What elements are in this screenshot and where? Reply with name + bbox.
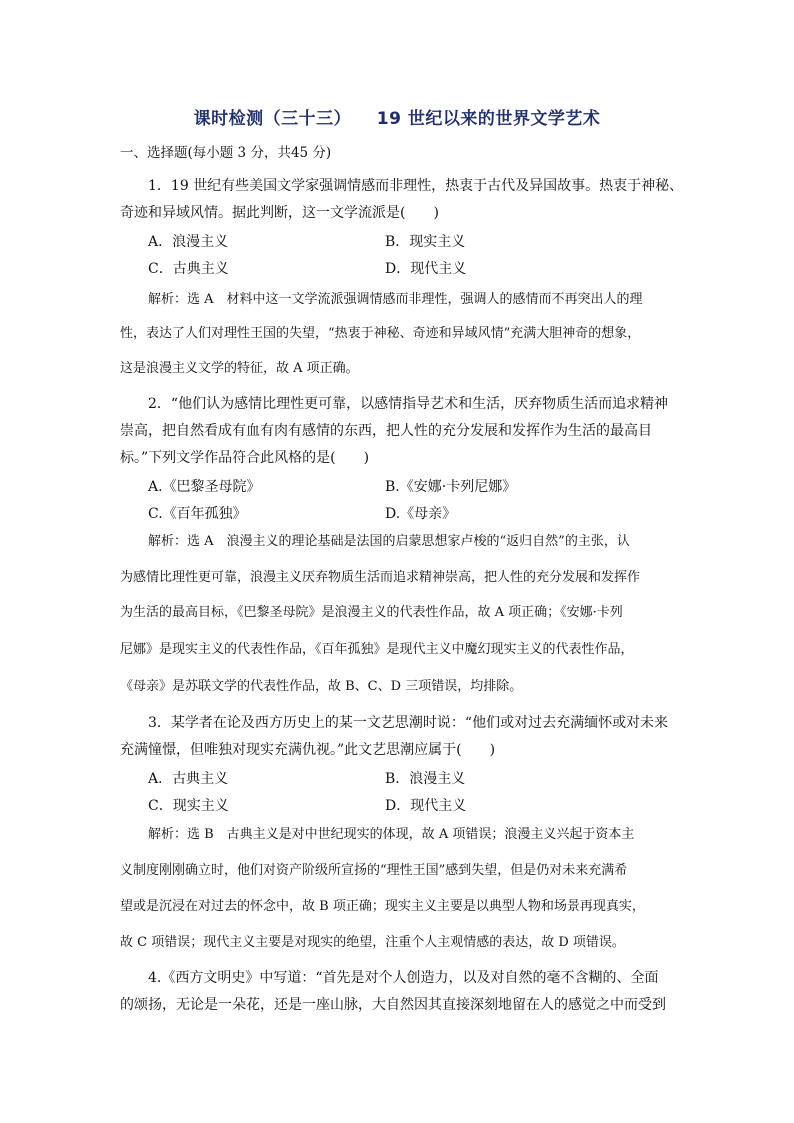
question-2-option-b: B.《安娜·卡列尼娜》 — [385, 479, 517, 495]
question-3-option-c: C．现实主义 — [148, 798, 229, 814]
question-1-analysis-line-1: 解析：选 A 材料中这一文学流派强调情感而非理性，强调人的感情而不再突出人的理 — [148, 292, 643, 307]
question-1-analysis-line-2: 性，表达了人们对理性王国的失望，“热衷于神秘、奇迹和异域风情”充满大胆神奇的想象， — [120, 326, 641, 341]
question-2-analysis-line-5: 《母亲》是苏联文学的代表性作品，故 B、C、D 三项错误，均排除。 — [120, 679, 523, 694]
question-4-line-2: 的颂扬，无论是一朵花，还是一座山脉，大自然因其直接深刻地留在人的感觉之中而受到 — [120, 997, 666, 1013]
question-2-line-3: 标。”下列文学作品符合此风格的是( ) — [120, 450, 370, 466]
question-1-option-c: C．古典主义 — [148, 261, 229, 277]
question-3-option-d: D．现代主义 — [385, 798, 467, 814]
question-3-analysis-line-3: 望或是沉浸在对过去的怀念中，故 B 项正确；现实主义主要是以典型人物和场景再现真实， — [120, 899, 645, 914]
question-1-option-d: D．现代主义 — [385, 261, 467, 277]
question-2-option-c: C.《百年孤独》 — [148, 506, 247, 522]
question-1-line-1: 1．19 世纪有些美国文学家强调情感而非理性，热衷于古代及异国故事。热衷于神秘、 — [148, 178, 684, 194]
question-2-analysis-line-1: 解析：选 A 浪漫主义的理论基础是法国的启蒙思想家卢梭的“返归自然”的主张，认 — [148, 534, 630, 549]
question-2-analysis-line-3: 为生活的最高目标，《巴黎圣母院》是浪漫主义的代表性作品，故 A 项正确；《安娜·卡列 — [120, 605, 623, 620]
question-1-analysis-line-3: 这是浪漫主义文学的特征，故 A 项正确。 — [120, 361, 359, 376]
question-3-analysis-line-4: 故 C 项错误；现代主义主要是对现实的绝望，注重个人主观情感的表达，故 D 项错误。 — [120, 935, 625, 950]
question-2-option-a: A.《巴黎圣母院》 — [148, 479, 261, 495]
question-1-option-b: B．现实主义 — [385, 234, 466, 250]
section-heading: 一、选择题(每小题 3 分，共45 分) — [120, 145, 332, 161]
question-3-option-a: A．古典主义 — [148, 771, 229, 787]
question-3-line-2: 充满憧憬，但唯独对现实充满仇视。”此文艺思潮应属于( ) — [120, 742, 496, 758]
question-3-option-b: B．浪漫主义 — [385, 771, 466, 787]
question-2-analysis-line-4: 尼娜》是现实主义的代表性作品，《百年孤独》是现代主义中魔幻现实主义的代表性作品， — [120, 642, 634, 657]
question-1-option-a: A．浪漫主义 — [148, 234, 229, 250]
question-2-option-d: D.《母亲》 — [385, 506, 457, 522]
question-3-analysis-line-2: 义制度刚刚确立时，他们对资产阶级所宣扬的“理性王国”感到失望，但是仍对未来充满希 — [120, 863, 628, 878]
question-2-line-2: 崇高，把自然看成有血有肉有感情的东西，把人性的充分发展和发挥作为生活的最高目 — [120, 423, 652, 439]
question-4-line-1: 4.《西方文明史》中写道：“首先是对个人创造力，以及对自然的毫不含糊的、全面 — [148, 970, 659, 986]
question-3-analysis-line-1: 解析：选 B 古典主义是对中世纪现实的体现，故 A 项错误；浪漫主义兴起于资本主 — [148, 827, 635, 842]
question-2-analysis-line-2: 为感情比理性更可靠，浪漫主义厌弃物质生活而追求精神崇高，把人性的充分发展和发挥作 — [120, 570, 641, 585]
page-title: 课时检测（三十三） 19 世纪以来的世界文学艺术 — [193, 109, 601, 129]
question-2-line-1: 2．“他们认为感情比理性更可靠，以感情指导艺术和生活，厌弃物质生活而追求精神 — [148, 396, 669, 412]
question-3-line-1: 3．某学者在论及西方历史上的某一文艺思潮时说：“他们或对过去充满缅怀或对未来 — [148, 715, 669, 731]
question-1-line-2: 奇迹和异域风情。据此判断，这一文学流派是( ) — [120, 205, 439, 221]
